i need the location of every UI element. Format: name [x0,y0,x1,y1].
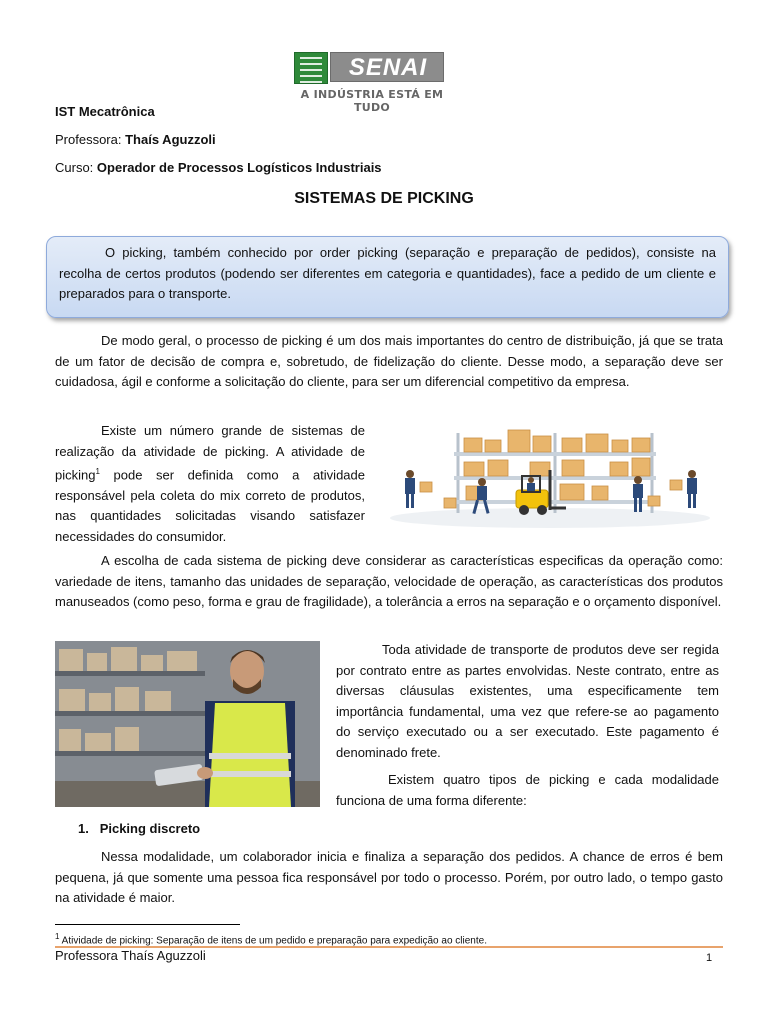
paragraph-transport-contract: Toda atividade de transporte de produtos deve ser regida por contrato entre as partes envolvidas. Neste contrato, entre as diversas cláusulas existentes, uma especificamente tem importância fundamental, uma vez que refere-se ao pagamento do serviço executado ou a ser executado. Este pagamento é denominado frete. [336,642,719,760]
course-line [55,160,382,175]
teacher-line [55,132,216,147]
senai-wordmark-text: SENAI [348,54,428,81]
senai-tagline: A INDÚSTRIA ESTÁ EM TUDO [300,88,444,114]
footer-author: Professora Thaís Aguzzoli [55,948,206,963]
senai-logo [294,52,454,114]
paragraph-picking-types: Existem quatro tipos de picking e cada modalidade funciona de uma forma diferente: [336,772,719,808]
paragraph-picking-definition: Existe um número grande de sistemas de realização da atividade de picking. A atividade de picking$^1$ pode ser definida como a atividade responsável pela coleta do mix correto de produtos, nas quantidades solicitadas visando satisfazer necessidades do consumidor. [55,423,365,544]
definition-callout [46,236,729,318]
worker-tablet-photo [55,641,320,807]
footnote-ref: 1 [95,467,100,476]
senai-wordmark [330,52,444,82]
teacher-name: Thaís Aguzzoli [125,132,216,147]
course-unit: IST Mecatrônica [55,104,155,119]
section-heading-picking-discreto [78,821,200,836]
paragraph-system-choice: A escolha de cada sistema de picking deve considerar as características especificas da operação como: variedade de itens, tamanho das unidades de separação, velocidade de operação, as características dos produtos manuseados (como peso, forma e grau de fragilidade), a tolerância a erros na separação e o orçamento disponível. [55,553,723,609]
callout-text: O picking, também conhecido por order picking (separação e preparação de pedidos), consiste na recolha de certos produtos (podendo ser diferentes em categoria e quantidades), face a pedido de um cliente e preparados para o transporte. [59,245,716,301]
paragraph-picking-discreto: Nessa modalidade, um colaborador inicia e finaliza a separação dos pedidos. A chance de erros é bem pequena, já que somente uma pessoa fica responsável por todo o processo. Porém, por outro lado, o tempo gasto na atividade é maior. [55,849,723,905]
paragraph-intro: De modo geral, o processo de picking é um dos mais importantes do centro de distribuição, já que se trata de um fator de decisão de compra e, sobretudo, de fidelização do cliente. Desse modo, a separação deve ser cuidadosa, ágil e conforme a solicitação do cliente, para ser um diferencial competitivo da empresa. [55,333,723,389]
teacher-label: Professora: [55,132,126,147]
course-name: Operador de Processos Logísticos Industriais [96,160,382,175]
page-number: 1 [706,952,713,964]
footnote-divider [55,924,240,925]
section-title: Picking discreto [99,821,201,836]
footnote: $^1$ Atividade de picking: Separação de itens de um pedido e preparação para expedição ao cliente. [55,932,487,947]
page-title: SISTEMAS DE PICKING [294,190,474,207]
section-number: 1. [78,821,89,836]
senai-emblem-icon [294,52,328,84]
warehouse-illustration [380,418,720,530]
course-label: Curso: [55,160,97,175]
